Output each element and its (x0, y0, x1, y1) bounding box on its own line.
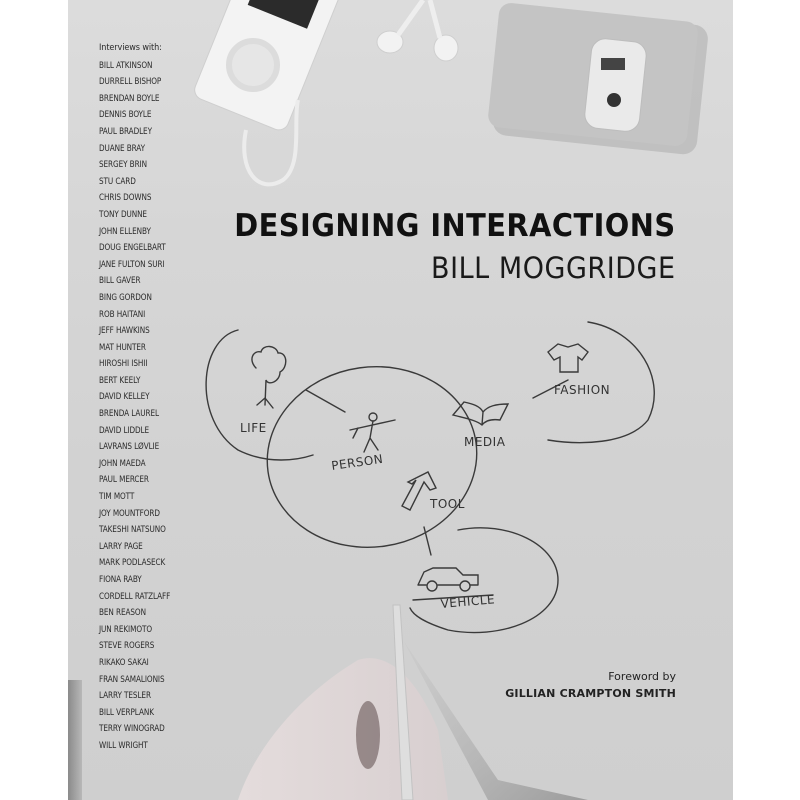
interviewee-name: FIONA RABY (99, 575, 142, 585)
interviewee-name: TIM MOTT (99, 492, 135, 503)
interviewee-name: PAUL MERCER (99, 475, 149, 486)
interviewee-name: MARK PODLASECK (99, 558, 166, 569)
label-vehicle: VEHICLE (440, 592, 496, 611)
interviewee-name: BILL VERPLANK (99, 707, 154, 718)
interviewee-name: JOHN ELLENBY (99, 226, 151, 237)
label-life: LIFE (240, 421, 267, 435)
interviewee-name: JOHN MAEDA (99, 458, 146, 469)
interviewee-name: TONY DUNNE (99, 209, 147, 220)
interviewee-name: DENNIS BOYLE (99, 110, 152, 121)
interviewee-name: ROB HAITANI (99, 309, 146, 320)
interviewee-name: DUANE BRAY (99, 143, 145, 154)
interviewee-name: LAVRANS LØVLIE (99, 442, 160, 453)
interviewee-name: BEN REASON (99, 608, 146, 619)
label-media: MEDIA (464, 435, 506, 449)
interviewee-name: BING GORDON (99, 292, 152, 303)
interviewee-name: RIKAKO SAKAI (99, 657, 149, 668)
book-cover (68, 0, 733, 800)
interviewee-name: BILL GAVER (99, 276, 141, 287)
interviewee-name: TAKESHI NATSUNO (99, 525, 166, 536)
interviewee-name: BERT KEELY (99, 375, 141, 386)
foreword-label: Foreword by (608, 670, 676, 683)
label-person: PERSON (330, 451, 385, 473)
interviewee-name: DURRELL BISHOP (99, 77, 162, 88)
interviewee-name: WILL WRIGHT (99, 740, 148, 751)
book-title: DESIGNING INTERACTIONS (234, 208, 676, 244)
interviewee-name: MAT HUNTER (99, 342, 146, 353)
foreword-author: GILLIAN CRAMPTON SMITH (505, 687, 676, 700)
hand-icon (238, 658, 448, 800)
interviewee-name: STEVE ROGERS (99, 641, 155, 652)
interviewee-name: TERRY WINOGRAD (99, 724, 165, 735)
interviewee-name: PAUL BRADLEY (99, 126, 152, 137)
label-tool: TOOL (430, 497, 465, 511)
interviewee-name: STU CARD (99, 176, 136, 187)
interviewee-name: SERGEY BRIN (99, 160, 147, 171)
interviewee-name: CHRIS DOWNS (99, 193, 152, 204)
interviewee-name: JOY MOUNTFORD (99, 508, 160, 519)
interviewee-name: LARRY TESLER (99, 691, 151, 702)
interviewee-name: CORDELL RATZLAFF (99, 591, 171, 602)
label-fashion: FASHION (554, 383, 611, 397)
interviewee-name: JUN REKIMOTO (99, 624, 152, 635)
interviewee-name: DOUG ENGELBART (99, 243, 166, 254)
interviewee-name: BILL ATKINSON (99, 60, 153, 71)
interviewee-name: BRENDAN BOYLE (99, 93, 160, 104)
interviewee-name: DAVID LIDDLE (99, 425, 150, 436)
interviewee-name: DAVID KELLEY (99, 392, 150, 403)
interviewee-name: JANE FULTON SURI (99, 259, 165, 270)
book-author: BILL MOGGRIDGE (431, 251, 676, 285)
interviewee-name: JEFF HAWKINS (99, 326, 150, 337)
interviewee-name: BRENDA LAUREL (99, 409, 160, 420)
interviewee-name: LARRY PAGE (99, 541, 143, 552)
interviewee-name: FRAN SAMALIONIS (99, 674, 165, 685)
interviews-heading: Interviews with: (99, 43, 162, 53)
interviewee-name: HIROSHI ISHII (99, 359, 148, 370)
foreword-block (505, 670, 676, 700)
